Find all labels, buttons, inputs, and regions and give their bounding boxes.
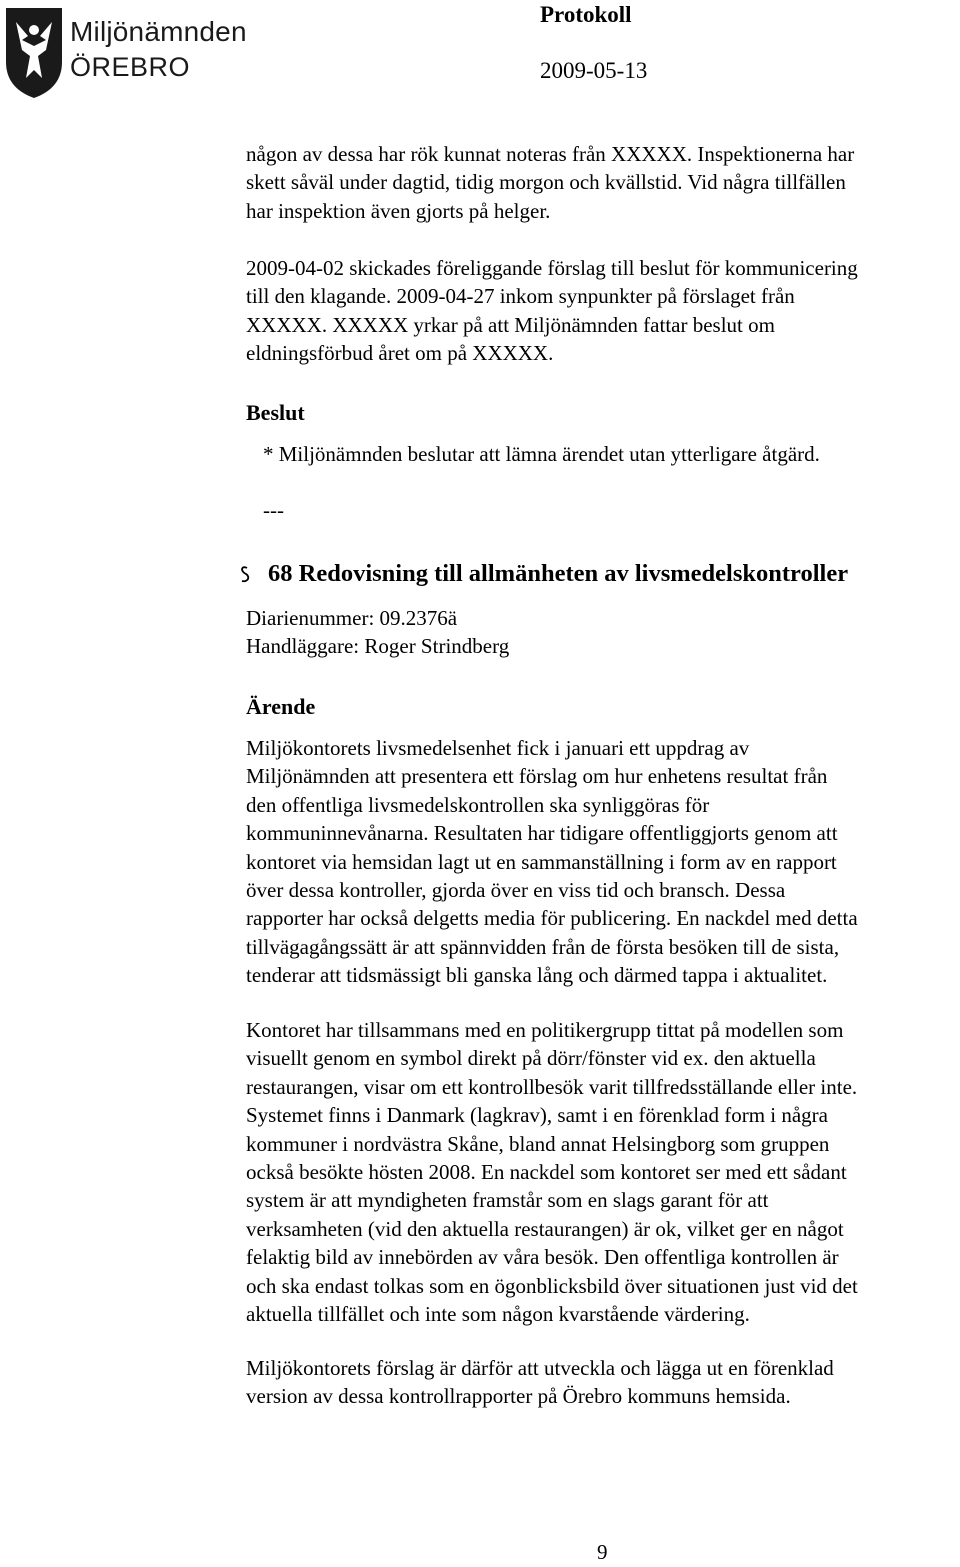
text-line: eldningsförbud året om på XXXXX. — [246, 341, 554, 366]
logo-text-orebro: ÖREBRO — [70, 52, 191, 82]
beslut-heading: Beslut — [246, 400, 305, 425]
diarienummer: Diarienummer: 09.2376ä — [246, 606, 458, 630]
text-line: XXXXX. XXXXX yrkar på att Miljönämnden fattar beslut om — [246, 312, 775, 337]
document-date: 2009-05-13 — [540, 58, 648, 83]
intro-paragraph-1 — [246, 140, 960, 225]
text-line: Miljökontorets förslag är därför att utveckla och lägga ut en förenklad — [246, 1356, 834, 1380]
text-line: kommuner i nordvästra Skåne, bland annat Helsingborg som gruppen — [246, 1131, 830, 1156]
logo-text-miljonamnden: Miljönämnden — [70, 16, 247, 47]
document-type-title: Protokoll — [540, 2, 632, 27]
text-line: Miljönämnden att presentera ett förslag om hur enhetens resultat från — [246, 764, 828, 789]
text-line: Kontoret har tillsammans med en politikergrupp tittat på modellen som — [246, 1018, 844, 1042]
text-line: visuellt genom en symbol direkt på dörr/fönster vid ex. den aktuella — [246, 1046, 816, 1071]
text-line: version av dessa kontrollrapporter på Örebro kommuns hemsida. — [246, 1384, 791, 1409]
text-line: tillvägagångssätt är att spännvidden från de första besöken till de sista, — [246, 934, 840, 959]
text-line: felaktig bild av innebörden av våra besök. Den offentliga kontrollen är — [246, 1245, 839, 1270]
arende-paragraph-1 — [246, 734, 960, 990]
text-line: till den klagande. 2009-04-27 inkom synpunkter på förslaget från — [246, 284, 795, 309]
text-line: system är att myndigheten framstår som en slags garant för att — [246, 1188, 769, 1213]
handlaggare: Handläggare: Roger Strindberg — [246, 634, 510, 659]
text-line: restaurangen, visar om ett kontrollbesök varit tillfredsställande eller inte. — [246, 1074, 858, 1099]
text-line: skett såväl under dagtid, tidig morgon och kvällstid. Vid några tillfällen — [246, 170, 846, 195]
coat-of-arms-icon — [2, 2, 66, 100]
case-meta — [246, 604, 960, 661]
intro-paragraph-2 — [246, 254, 960, 368]
text-line: kommuninnevånarna. Resultaten har tidigare offentliggjorts genom att — [246, 821, 838, 846]
arende-paragraph-2 — [246, 1016, 960, 1328]
section-separator: --- — [263, 498, 284, 522]
arende-heading: Ärende — [246, 694, 316, 719]
text-line: 2009-04-02 skickades föreliggande förslag till beslut för kommunicering — [246, 256, 858, 280]
text-line: Miljökontorets livsmedelsenhet fick i januari ett uppdrag av — [246, 736, 750, 760]
municipality-logo — [2, 2, 247, 100]
text-line: har inspektion även gjorts på helger. — [246, 198, 551, 223]
text-line: Systemet finns i Danmark (lagkrav), samt i en förenklad form i några — [246, 1103, 828, 1128]
text-line: också besökte hösten 2008. En nackdel som kontoret ser med ett sådant — [246, 1160, 847, 1185]
section-sign-icon — [240, 565, 250, 585]
text-line: över dessa kontroller, gjorda över en viss tid och bransch. Dessa — [246, 878, 786, 903]
text-line: någon av dessa har rök kunnat noteras från XXXXX. Inspektionerna har — [246, 142, 855, 166]
text-line: den offentliga livsmedelskontrollen ska synliggöras för — [246, 792, 710, 817]
arende-paragraph-3 — [246, 1354, 960, 1411]
beslut-item: * Miljönämnden beslutar att lämna ärendet utan ytterligare åtgärd. — [263, 442, 820, 466]
section-68-title: 68 Redovisning till allmänheten av livsmedelskontroller — [268, 560, 849, 587]
text-line: kontoret via hemsidan lagt ut en sammanställning i form av en rapport — [246, 849, 837, 874]
text-line: och ska endast tolkas som en ögonblicksbild över situationen just vid det — [246, 1273, 858, 1298]
text-line: tenderar att tidsmässigt bli ganska lång och därmed tappa i aktualitet. — [246, 963, 828, 988]
text-line: rapporter har också delgetts media för publicering. En nackdel med detta — [246, 906, 858, 931]
text-line: verksamheten (vid den aktuella restaurangen) är ok, vilket ger en något — [246, 1216, 844, 1241]
text-line: aktuella tillfället och inte som någon kvarstående värdering. — [246, 1302, 750, 1327]
page-number: 9 — [597, 1540, 608, 1564]
